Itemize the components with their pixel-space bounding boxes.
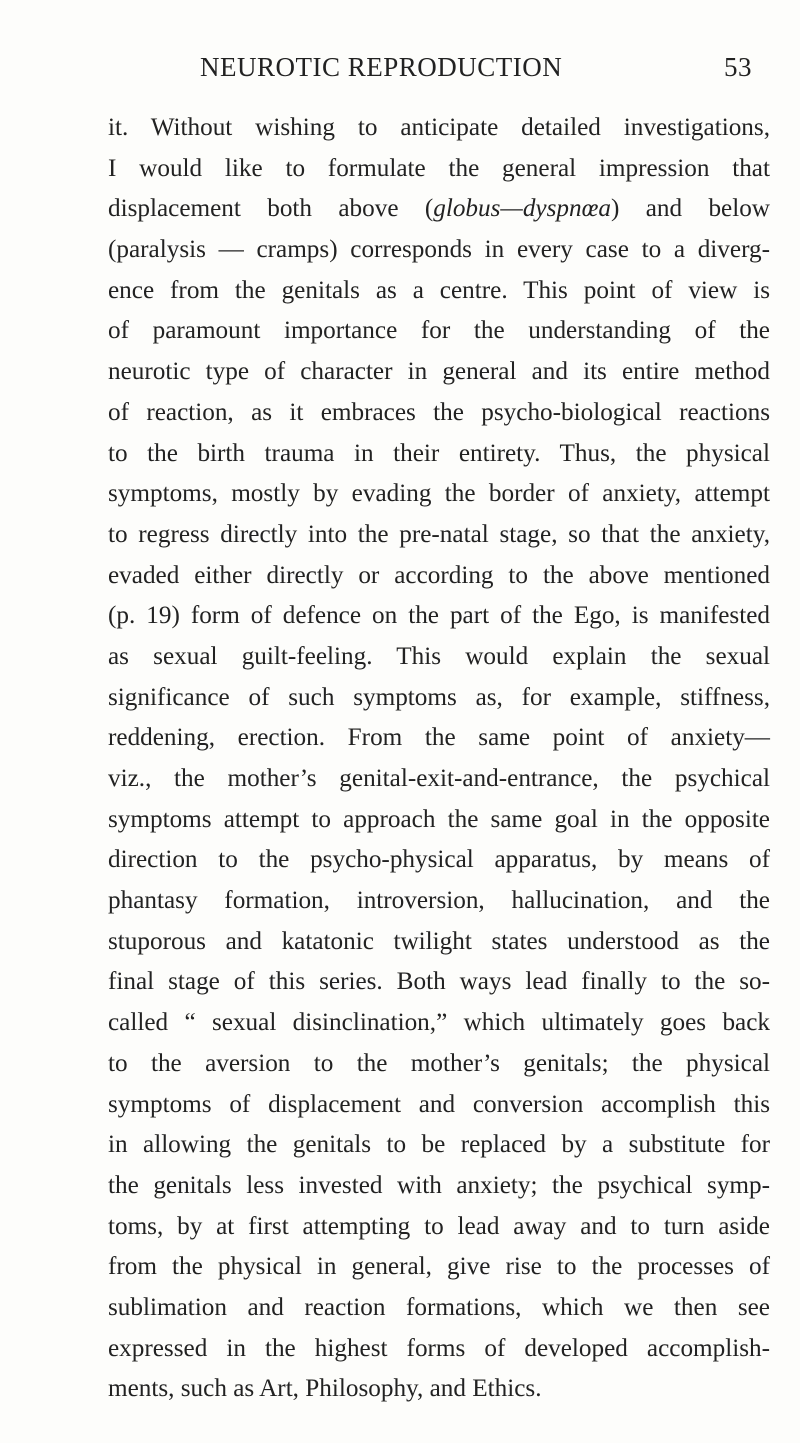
text-line: ence from the genitals as a centre. This point of view is: [108, 276, 770, 304]
text-line: to the birth trauma in their entirety. Thus, the physical: [108, 439, 770, 467]
text-line: evaded either directly or according to the above mentioned: [108, 561, 770, 589]
text-line: symptoms, mostly by evading the border of anxiety, attempt: [108, 480, 770, 508]
text-line: to the aversion to the mother’s genitals; the physical: [108, 1049, 770, 1077]
text-line: of reaction, as it embraces the psycho-biological reactions: [108, 398, 770, 426]
running-header: [108, 52, 770, 92]
text-line: it. Without wishing to anticipate detailed investigations,: [108, 114, 770, 141]
text-line: to regress directly into the pre-natal stage, so that the anxiety,: [108, 520, 770, 548]
text-segment: ) and below: [610, 195, 770, 223]
text-line: expressed in the highest forms of developed accomplish-: [108, 1334, 770, 1362]
text-line: significance of such symptoms as, for example, stiffness,: [108, 683, 770, 711]
text-line: final stage of this series. Both ways lead finally to the so-: [108, 968, 770, 996]
running-title: NEUROTIC REPRODUCTION: [200, 52, 563, 82]
text-line: of paramount importance for the understanding of the: [108, 317, 770, 345]
text-line: in allowing the genitals to be replaced by a substitute for: [108, 1131, 770, 1159]
text-line: ments, such as Art, Philosophy, and Ethics.: [108, 1375, 542, 1403]
text-line: (paralysis — cramps) corresponds in every case to a diverg-: [108, 236, 770, 264]
text-line: from the physical in general, give rise to the processes of: [108, 1253, 770, 1281]
page-number: 53: [724, 52, 752, 82]
text-line: symptoms of displacement and conversion accomplish this: [108, 1090, 770, 1118]
text-line: I would like to formulate the general impression that: [108, 154, 770, 182]
text-line: sublimation and reaction formations, which we then see: [108, 1293, 770, 1321]
italic-term: globus—dyspnœa: [433, 195, 611, 223]
text-line: as sexual guilt-feeling. This would explain the sexual: [108, 642, 770, 670]
text-segment: displacement both above (: [108, 195, 434, 223]
text-line: phantasy formation, introversion, hallucination, and the: [108, 887, 770, 915]
text-line: (p. 19) form of defence on the part of the Ego, is manifested: [108, 602, 770, 630]
text-line: [108, 189, 770, 230]
body-text: [108, 108, 770, 1410]
text-line: reddening, erection. From the same point of anxiety—: [108, 724, 770, 752]
text-line: viz., the mother’s genital-exit-and-entrance, the psychical: [108, 765, 770, 792]
text-line: stuporous and katatonic twilight states understood as the: [108, 927, 770, 955]
text-line: direction to the psycho-physical apparatus, by means of: [108, 846, 770, 874]
text-line: toms, by at first attempting to lead away and to turn aside: [108, 1212, 770, 1240]
text-line: neurotic type of character in general and its entire method: [108, 358, 770, 386]
text-line: called “ sexual disinclination,” which ultimately goes back: [108, 1009, 770, 1037]
text-line: symptoms attempt to approach the same goal in the opposite: [108, 805, 770, 833]
text-line: the genitals less invested with anxiety; the psychical symp-: [108, 1171, 770, 1199]
